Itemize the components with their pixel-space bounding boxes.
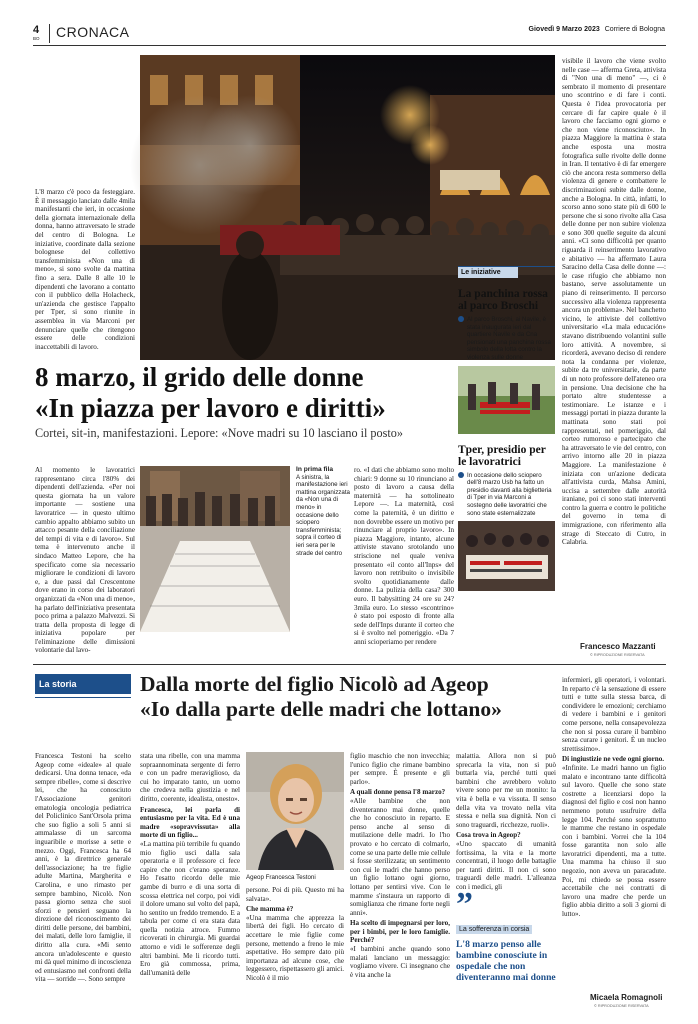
bullet-icon xyxy=(458,472,464,478)
col4-question2: Ha scelto di impegnarsi per loro, per i bimbi, per le loro famiglie. Perché? xyxy=(350,919,450,945)
inline-photo-caption xyxy=(296,466,351,557)
sidebar-item2-text xyxy=(458,472,555,518)
col2-question1: Francesca, lei parla di entusiasmo per la vita. Ed è una madre «sopravvissuta» alla morte di un figlio... xyxy=(140,805,240,840)
article2-col2 xyxy=(140,752,240,1002)
sidebar-item1-body: Al parco Broschi, ai Navile, è stata inaugurata ieri dal quartiere Navile e da Cna pensionati una panchina rossa simbolo della lotta contro la violenza sulle donne xyxy=(467,316,551,361)
sidebar-item1-text xyxy=(458,316,555,362)
pull-quote xyxy=(456,886,556,1002)
page-header xyxy=(0,0,698,46)
portrait-caption: Ageop Francesca Testoni xyxy=(246,874,316,881)
newspaper-name: Corriere di Bologna xyxy=(604,26,665,33)
article2-rights: © RIPRODUZIONE RISERVATA xyxy=(594,1004,649,1008)
col5-text-b: «Uno spaccato di umanità fortissima, la vita e la morte concentrati, il luogo delle battaglie per tanti diritti. Il non ci sono traguardi delle madri. L'alleanza con i medici, gli xyxy=(456,839,556,891)
article1-col3: ro. «I dati che abbiamo sono molto chiari: 9 donne su 10 rinunciano al posto di lavoro a causa della maternità — ha sottolineato Lepore —. La maternità, così come la paternità, è un diritto e non dovrebbe essere un motivo per rinunciare al proprio lavoro». In piazza Maggiore, intanto, alcune attiviste stavano srotolando uno striscione nel quale veniva presentato «il conto all'Inps» del lavoro non retribuito o invisibile svolto quotidianamente dalle donne. La pulizia della casa? 300 euro. Il babysitting 24 ore su 24? 3mila euro. Lo stesso «scontrino» è stato poi esposto di fronte alla sede dell'Inps durante il corteo che si è svolto nel pomeriggio. «Da 7 anni scioperiamo per rendere xyxy=(354,466,454,646)
col4-text-a: figlio maschio che non invecchia; l'unico figlio che rimane bambino per sempre. È presente e gli parlo». xyxy=(350,752,450,786)
article2-col3 xyxy=(246,886,344,1002)
sidebar-item2-body: In occasione dello sciopero dell'8 marzo Usb ha fatto un presidio davanti alla biglietteria di Tper in via Marconi a sostegno delle lavoratrici che sono state esternalizzate xyxy=(467,471,552,517)
header-divider xyxy=(49,24,50,43)
article1-intro: L'8 marzo c'è poco da festeggiare. È il messaggio lanciato dalle 4mila manifestanti che ieri, in occasione della giornata internazionale della donna, hanno attraversato le strade del centro di Bologna. Le iniziative, coordinate dalla sezione bolognese del collettivo transfemminista «Non una di meno», si sono svolte da mattina fino a sera. Dalle 8 alle 10 le dipendenti che lavorano a contatto con il pubblico della Holacheck, un'azienda che gestisce l'appalto per Tper, si sono riunite in assemblea in via Marconi per denunciare quelle che ritengono essere delle condizioni inaccettabili di lavoro. xyxy=(35,188,135,351)
sidebar-initiatives xyxy=(458,266,555,658)
col2-text-b: «La mattina più terribile fu quando mio figlio uscì dalla sala operatoria e il professore ci fece capire che non c'erano speranze. Ho l'esatto ricordo delle mie gambe di burro e di una sorta di scossa elettrica nel corpo, poi vidi il dolore umano sul volto del papà, ho sentito un freddo tremendo. E a tabula per come ci era stata data quella notizia atroce. Fummo ricoverati in chirurgia. Mi guardai attorno e vidi le sofferenze degli altri bambini. Me li ricordo tutti. Ero già commossa, prima, dall'umanità delle xyxy=(140,839,240,977)
article2-col6 xyxy=(562,676,666,988)
inline-photo xyxy=(140,466,290,632)
headline-line1: 8 marzo, il grido delle donne xyxy=(35,362,364,392)
sidebar-item2-title: Tper, presidio per le lavoratrici xyxy=(458,443,546,468)
page-sub: BO xyxy=(33,36,40,41)
col3-text-b: «Una mamma che apprezza la libertà dei figli. Ho cercato di accettare le mie figlie come persone, mettendo a freno le mie aspettative. Ho sempre dato più importanza ad alcune cose, che leggessero, rispettassero gli amici. Nicolò è il mio xyxy=(246,913,344,982)
col5-text-a: malattia. Allora non si può sprecarla la vita, non si può buttarla via, perché tutti quei bambini che avrebbero voluto vivere sono per me un monito: la vita è bella e va vissuta. Il senso della vita va trovato nella vita stessa e nella sua dignità. Non ci sono traguardi, ricchezze, ruoli». xyxy=(456,752,556,829)
headline2-line1: Dalla morte del figlio Nicolò ad Ageop xyxy=(140,672,489,696)
bullet-icon xyxy=(458,316,464,322)
article-separator xyxy=(33,664,666,665)
portrait-graphic xyxy=(246,752,344,870)
section-title: CRONACA xyxy=(56,24,130,40)
caption-text: A sinistra, la manifestazione ieri mattina organizzata da «Non una di meno» in occasione dello sciopero transfemminista; sopra il corteo di ieri sera per le strade del centro xyxy=(296,473,350,557)
col6-question1: Di ingiustizie ne vede ogni giorno. xyxy=(562,755,665,764)
quote-label: La sofferenza in corsia xyxy=(456,925,532,934)
col6-text-a: infermieri, gli operatori, i volontari. In reparto c'è la sensazione di essere tutti e tutte sulla stessa barca, di condividere le emozioni; cerchiamo di vedere i bambini e i genitori come persone, nella consapevolezza che non si possa curare il bambino senza curare i genitori. È un nucleo strettissimo». xyxy=(562,676,666,753)
bench-photo xyxy=(458,366,555,434)
section-label-underline xyxy=(35,697,131,698)
article1-byline: Francesco Mazzanti xyxy=(580,642,656,651)
portrait-photo xyxy=(246,752,344,870)
col4-question1: A quali donne pensa l'8 marzo? xyxy=(350,788,446,797)
caption-title: In prima fila xyxy=(296,466,334,473)
header-date xyxy=(529,26,665,33)
col4-text-c: «I bambini anche quando sono malati lanciano un messaggio: vogliamo vivere. Ci insegnano che è vita anche la xyxy=(350,945,450,979)
article2-headline xyxy=(140,672,560,722)
street-photo-graphic xyxy=(140,466,290,632)
headline-line2: «In piazza per lavoro e diritti» xyxy=(35,393,386,423)
headline2-line2: «Io dalla parte delle madri che lottano» xyxy=(140,697,502,721)
article2-col1: Francesca Testoni ha scelto Ageop come «ideale» al quale dedicarsi. Una donna tenace, «da sempre ribelle», come si descrive lei, che ha conosciuto l'Associazione genitori ematologia oncologia pediatrica del Policlinico Sant'Orsola prima che suo figlio a soli 5 anni si ammalasse di un sarcoma inguaribile e morisse a sette e mezzo. Oggi, Francesca ha 64 anni, è la direttrice generale dell'associazione; ha tre figlie adulte Martina, Margherita e Carolina, e uno rimasto per sempre bambino, Nicolò. Non passa giorno senza che suoi sforzi e pensieri seguano la direzione del riconoscimento dei diritti delle persone, dei bambini, dei malati, delle loro famiglie, il diritto alla cura. «Mi sento ancora un'adolescente e questo mi dà quel minimo di incoscienza ed entusiasmo nel confronti della vita — sorride —. Sono sempre xyxy=(35,752,131,984)
article1-col-right: visibile il lavoro che viene svolto nelle case — afferma Greta, attivista di "Non una di meno" —, ci è sembrato il momento di presentare uno scontrino e di fare i conti. Questa è l'idea provocatoria per cercare di far capire quale è il lavoro che facciamo ogni giorno e che non viene riconosciuto». In piazza Maggiore la mattina è stata anche esposta una mostra fotografica sulle rivolte delle donne in Iran. Il tentativo è di far emergere ciò che ancora resta sommerso della violenza di genere e combattere le discriminazioni subite dalle donne, anche a Bologna. In città, infatti, lo scorso anno sono state più di 600 le persone che si sono rivolte alla Casa delle donne per non subire violenza e sono 300 quelle seguite da alcuni anni. «Ci sono difficoltà per quanto riguarda il reinserimento lavorativo e abitativo — ha affermato Laura Saracino della Casa delle donne —: le case rifugio che abbiamo non bastano, serve assolutamente un piano di reinserimento. Il percorso successivo alla violenza rappresenta ancora un problema». Nel banchetto vicino, le attiviste del collettivo universitario «La mala educación» stavano distribuendo volantini sulle loro attività. A novembre, si ricorderà, avevano deciso di rendere nota la condanna per violenze, subite da tre universitarie, da parte di un noto professore dell'ateneo ora in pensione. Una decisione che ha portato altre studentesse a testimoniare. Le istanze e i messaggi portati in piazza durante la mattinata sono stati poi rappresentati, nel pomeriggio, dal corteo rumoroso e partecipato che ha attraversato le vie del centro, con arrivo intorno alle 20 in piazza Maggiore. La manifestazione è iniziata con un'azione dedicata all'attivista curda, Mahsa Amini, uccisa a settembre dalle autorità iraniane, poi ci sono stati interventi contro la guerra e contro le politiche del governo in tema di immigrazione, con riferimento alla strage di Steccato di Cutro, in Calabria. xyxy=(562,57,666,547)
article1-rights: © RIPRODUZIONE RISERVATA xyxy=(590,653,645,657)
col4-text-b: «Alle bambine che non diventeranno mai donne, quelle che ho conosciuto in reparto. E penso anche al senso di mutilazione delle madri. Io l'ho provato e ho cercato di colmarlo, come se una parte delle mie cellule si fosse sterilizzata; un sentimento con cui le madri che hanno perso un figlio lottano ogni giorno, lottano per sentirsi vive. Con le mamme s'instaura un rapporto di somiglianza che rimane forte negli anni». xyxy=(350,796,450,917)
bench-photo-graphic xyxy=(458,366,555,434)
presidio-photo xyxy=(458,521,555,591)
quote-text: L'8 marzo penso alle bambine conosciute in ospedale che non diventeranno mai donne xyxy=(456,939,556,983)
article1-col1: Al momento le lavoratrici rappresentano circa l'80% dei dipendenti dell'azienda. «Per noi questa giornata ha un valore importante — sostiene una lavoratrice — in questo ultimo cambio appalto abbiamo subito un attacco pesante della conciliazione del tempi di vita e di lavoro». Sul tema è intervenuto anche il sindaco Matteo Lepore, che ha specificato come sia necessario migliorare le condizioni di lavoro e, a due passi dal Crescentone dove erano in corso dei laboratori organizzati da «Non una di meno», ha parlato dell'iniziativa presentata poco prima a palazzo Malvezzi. Si tratta della proposta di legge di iniziativa popolare per l'eliminazione delle dimissioni volontarie dal lavo- xyxy=(35,466,135,655)
col3-text-a: persone. Poi di più. Questo mi ha salvata». xyxy=(246,886,344,903)
col3-question1: Che mamma è? xyxy=(246,905,294,914)
subheadline: Cortei, sit-in, manifestazioni. Lepore: «Nove madri su 10 lasciano il posto» xyxy=(35,426,403,440)
article2-byline: Micaela Romagnoli xyxy=(590,993,663,1002)
sidebar-item1-title: La panchina rossa al parco Broschi xyxy=(458,288,548,312)
article2-col4 xyxy=(350,752,450,1002)
date-text: Giovedì 9 Marzo 2023 xyxy=(528,26,600,33)
col6-text-b: «Infinite. Le madri hanno un figlio malato e incontrano tante difficoltà sul lavoro. Quelle che sono state costrette a licenziarsi dopo la diagnosi del figlio e così non hanno nemmeno potuto usufruire della legge 104. Perché sono soprattutto le mamme che restano in ospedale con i bambini. Vorrei che la 104 fosse garantita non solo alle lavoratrici dipendenti, ma a tutte. Una mamma ha chiuso il suo negozio, non aveva un paracadute. Poi, mi chiedo se possa essere accettabile che nei contratti di lavoro una madre che perde un figlio abbia diritto a soli 3 giorni di lutto». xyxy=(562,763,666,919)
header-rule xyxy=(33,45,666,46)
section-label-box xyxy=(35,674,131,694)
presidio-photo-graphic xyxy=(458,521,555,591)
col5-question1: Cosa trova in Ageop? xyxy=(456,831,521,840)
col2-text-a: stata una ribelle, con una mamma sopraannominata sergente di ferro e con un padre meraviglioso, da cui ho imparato tanto, un uomo che credeva nella giustizia e nel diritto, coerente, idealista, onesto». xyxy=(140,752,240,803)
quote-icon: ” xyxy=(456,886,473,923)
section-label: La storia xyxy=(39,679,77,689)
page-number: 4 xyxy=(33,24,40,36)
sidebar-label: Le iniziative xyxy=(458,267,518,278)
article2-col5 xyxy=(456,752,556,891)
